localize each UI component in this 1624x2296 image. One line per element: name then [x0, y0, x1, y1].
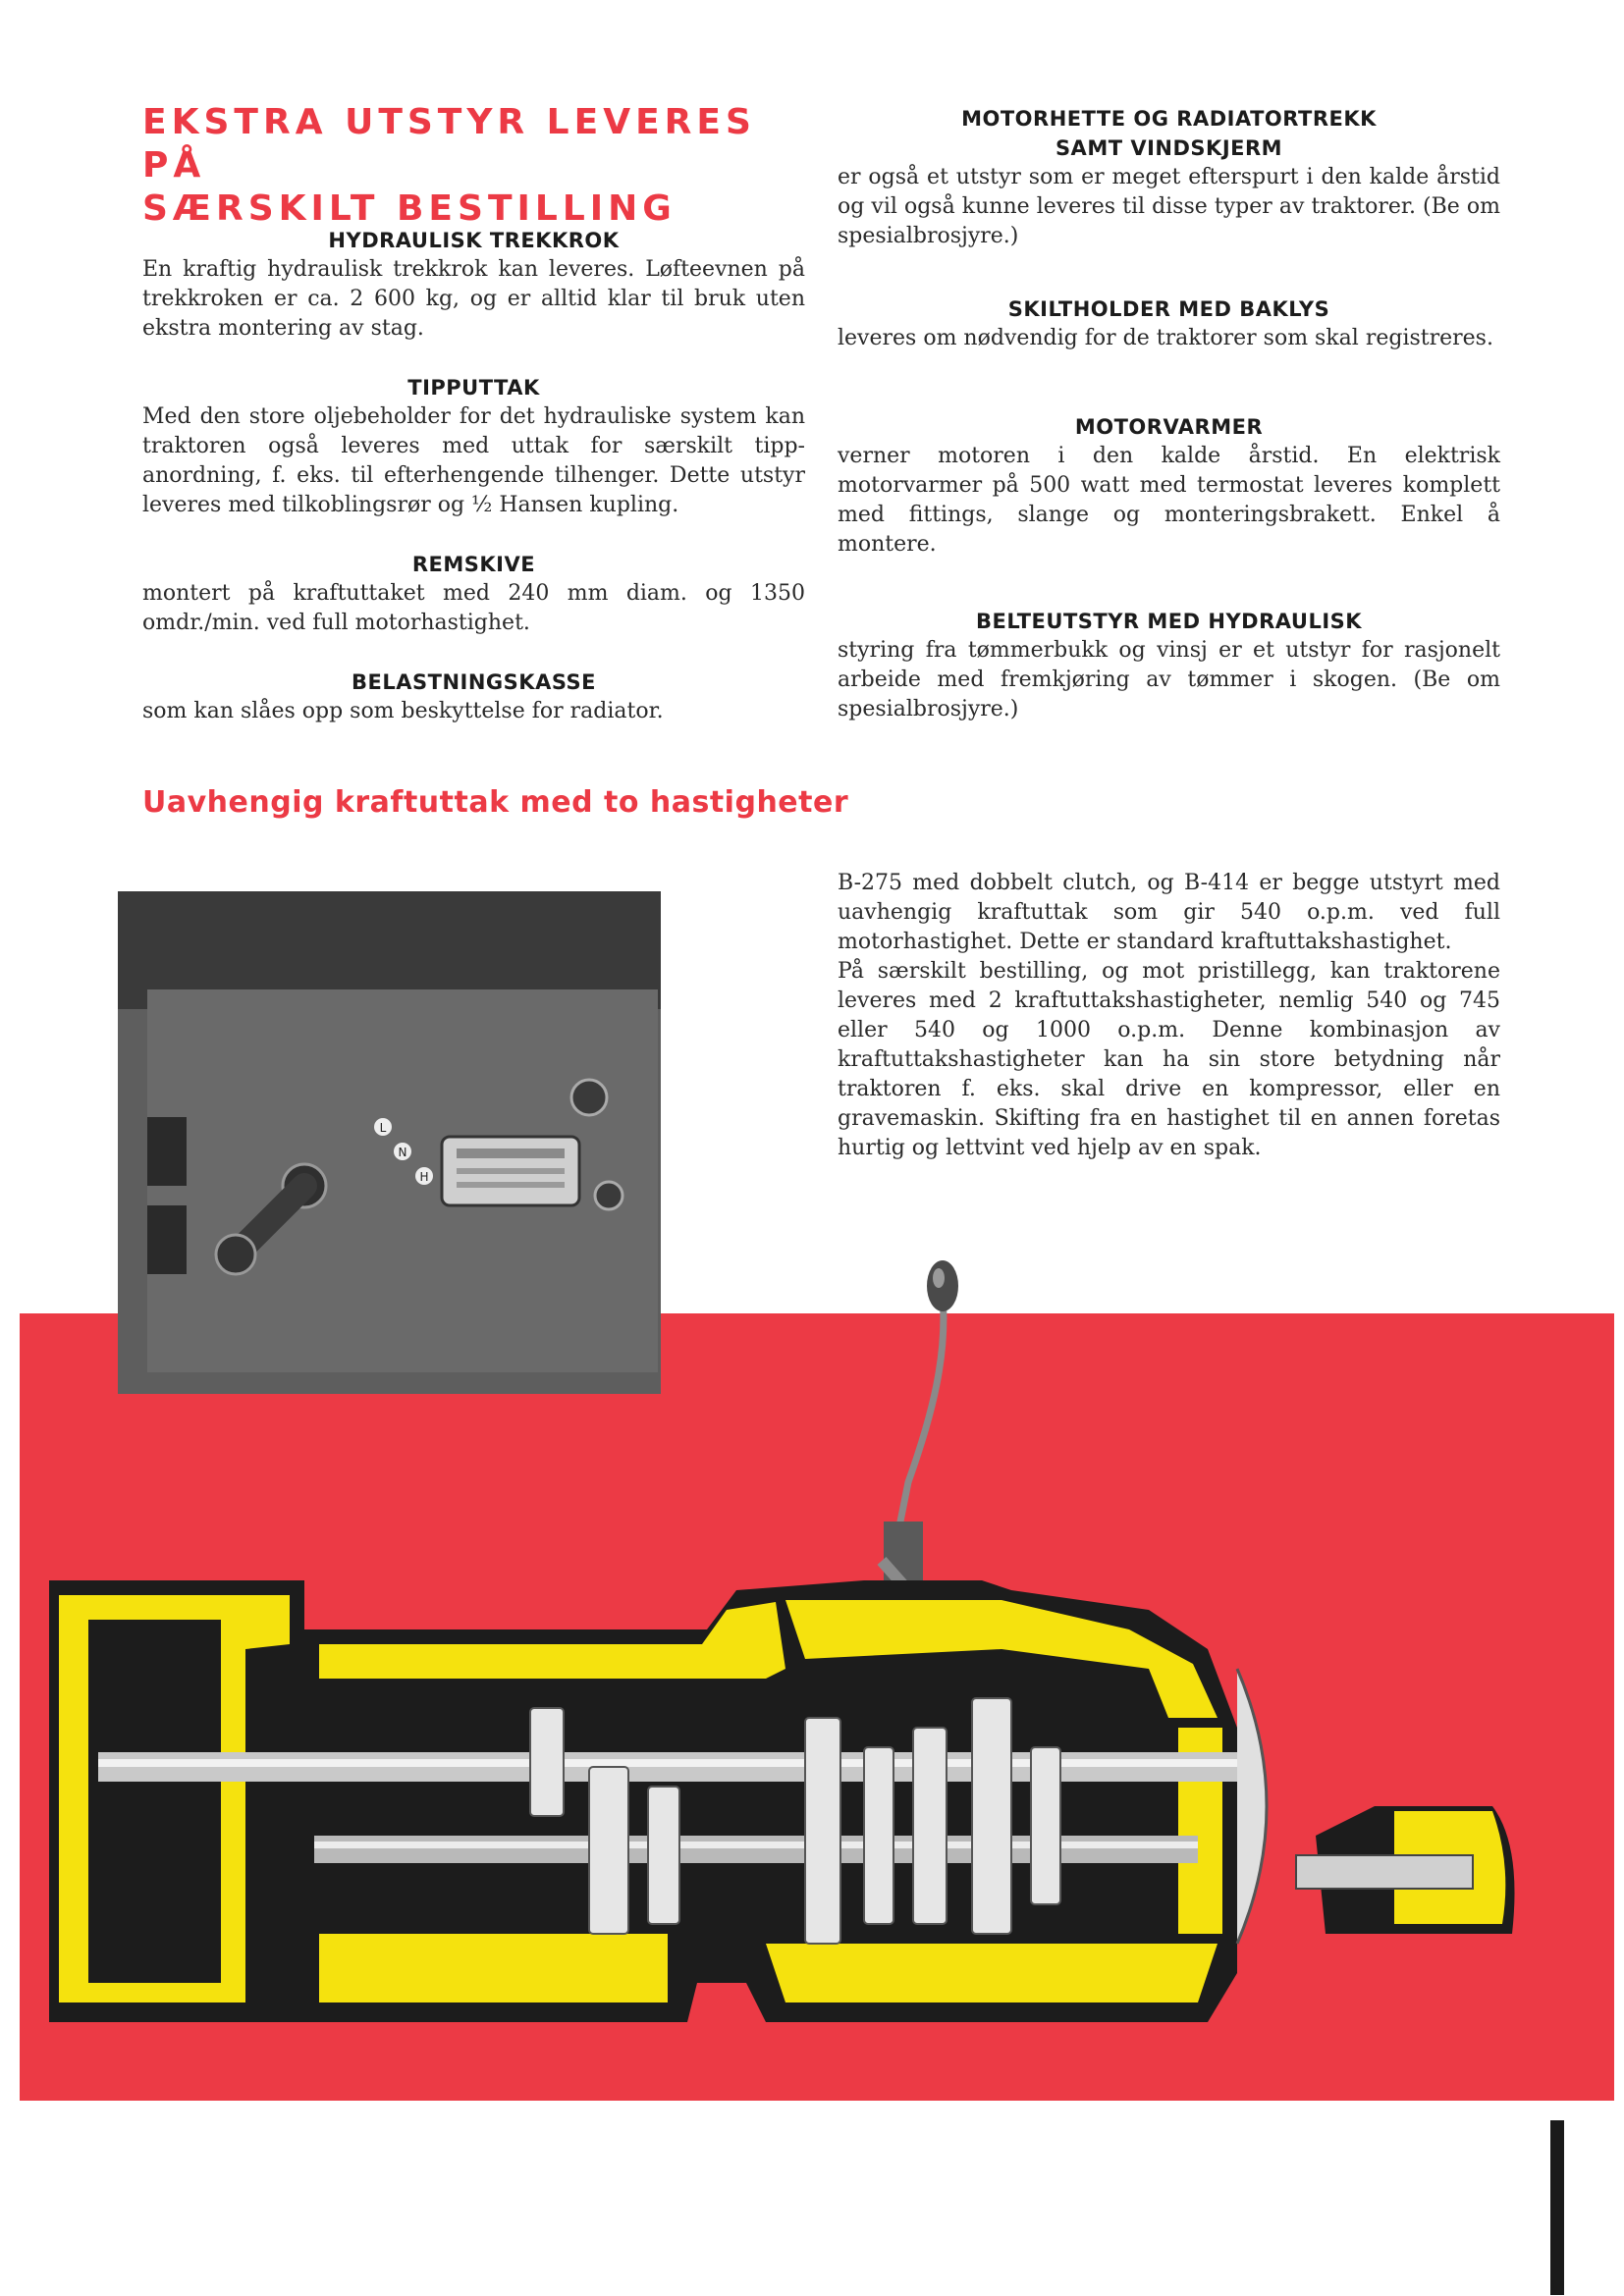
section-title: TIPPUTTAK — [407, 376, 540, 400]
main-heading — [142, 101, 830, 231]
section-title: BELASTNINGSKASSE — [352, 670, 596, 694]
section-text: En kraftig hydraulisk trekkrok kan leveres. Løfteevnen på trekkroken er ca. 2 600 kg, og er alltid klar til bruk uten ekstra montering av stag. — [142, 257, 805, 341]
pto-text-block — [838, 869, 1500, 1163]
section-title: SKILTHOLDER MED BAKLYS — [1007, 297, 1330, 321]
section-text: er også et utstyr som er meget efterspurt i den kalde årstid og vil også kunne leveres til disse typer av traktorer. (Be om spesialbrosjyre.) — [838, 165, 1500, 248]
right-section-skiltholder — [838, 294, 1500, 353]
pto-output-housing — [1296, 1806, 1515, 1934]
left-section-tipputtak — [142, 373, 805, 520]
section-text: verner motoren i den kalde årstid. En elektrisk motorvarmer på 500 watt med termostat leveres komplett med fittings, slange og monteringsbrakett. Enkel å montere. — [838, 444, 1500, 557]
main-heading-line1: EKSTRA UTSTYR LEVERES PÅ — [142, 102, 756, 186]
left-section-belastningskasse — [142, 667, 805, 726]
pto-paragraph-2: På særskilt bestilling, og mot pristillegg, kan traktorene leveres med 2 kraftuttakshastigheter, nemlig 540 og 745 eller 540 og 1000 o.p.m. Denne kombinasjon av kraftuttakshastigheter kan ha sin store betydning når traktoren f. eks. skal drive en kompressor, eller en gravemaskin. Skifting fra en hastighet til en annen foretas hurtig og lettvint ved hjelp av en spak. — [838, 959, 1500, 1160]
pto-paragraph-1: B-275 med dobbelt clutch, og B-414 er begge utstyrt med uavhengig kraftuttak som gir 540 o.p.m. ved full motorhastighet. Dette er standard kraftuttakshastighet. — [838, 871, 1500, 954]
section-title-line2: SAMT VINDSKJERM — [1055, 136, 1283, 160]
left-section-remskive — [142, 550, 805, 638]
section-text: montert på kraftuttaket med 240 mm diam. og 1350 omdr./min. ved full motorhastighet. — [142, 581, 805, 635]
section-text: Med den store oljebeholder for det hydrauliske system kan traktoren også leveres med uttak for særskilt tipp-anordning, f. eks. til efterhengende tilhenger. Dette utstyr leveres med tilkoblingsrør og ½ Hansen kupling. — [142, 404, 805, 517]
section-title: REMSKIVE — [411, 553, 536, 576]
section-text: som kan slåes opp som beskyttelse for radiator. — [142, 699, 664, 723]
shift-letter-n: N — [398, 1146, 407, 1159]
section-text: leveres om nødvendig for de traktorer som skal registreres. — [838, 326, 1493, 350]
shift-letter-h: H — [419, 1170, 429, 1184]
section-title-line1: MOTORHETTE OG RADIATORTREKK — [961, 107, 1377, 131]
section-title: MOTORVARMER — [1074, 415, 1264, 439]
shift-lever-photo — [118, 891, 661, 1394]
pto-heading: Uavhengig kraftuttak med to hastigheter — [142, 785, 849, 820]
main-heading-line2: SÆRSKILT BESTILLING — [142, 188, 677, 229]
left-section-trekkrok — [142, 226, 805, 344]
gear-lever-icon — [872, 1260, 958, 1629]
right-section-motorhette — [838, 104, 1500, 251]
section-title: BELTEUTSTYR MED HYDRAULISK — [975, 610, 1363, 633]
shift-letter-l: L — [379, 1121, 387, 1135]
right-section-belteutstyr — [838, 607, 1500, 724]
page-edge-bar — [1550, 2120, 1564, 2295]
right-section-motorvarmer — [838, 412, 1500, 560]
section-text: styring fra tømmerbukk og vinsj er et utstyr for rasjonelt arbeide med fremkjøring av tømmer i skogen. (Be om spesialbrosjyre.) — [838, 638, 1500, 721]
section-title: HYDRAULISK TREKKROK — [328, 229, 620, 252]
